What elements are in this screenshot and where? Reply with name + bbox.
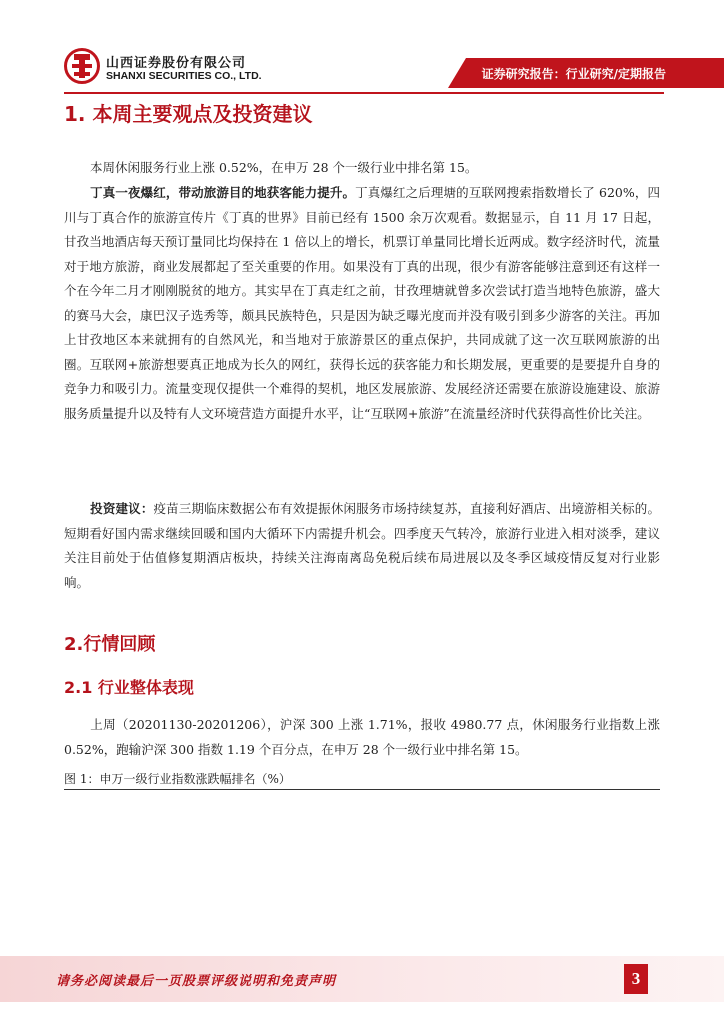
page-number: 3: [624, 964, 648, 994]
company-name-en: SHANXI SECURITIES CO., LTD.: [106, 70, 262, 82]
page-header: [0, 0, 724, 92]
report-type-label: 证券研究报告：行业研究/定期报告: [481, 67, 666, 81]
section-2-title: 2.行情回顾: [64, 634, 156, 655]
paragraph-2-lead: 丁真一夜爆红，带动旅游目的地获客能力提升。: [90, 185, 356, 200]
header-divider: [64, 92, 664, 94]
company-name-cn: 山西证券股份有限公司: [106, 56, 247, 71]
figure-1-caption: 图 1：申万一级行业指数涨跌幅排名（%）: [64, 772, 291, 786]
section-2-1-title: 2.1 行业整体表现: [64, 678, 194, 697]
investment-advice-lead: 投资建议：: [90, 501, 154, 516]
section-1-paragraph-2: 丁真一夜爆红，带动旅游目的地获客能力提升。丁真爆红之后理塘的互联网搜索指数增长了 620%，四川与丁真合作的旅游宣传片《丁真的世界》目前已经有 1500 余万次观看。数据显示，自 11 月 17 日起，甘孜当地酒店每天预订量同比均保持在 1 倍以上的增长，机票订单量同比增长近两成。数字经济时代，流量对于地方旅游，商业发展都起了至关重要的作用。如果没有丁真的出现，很少有游客能够注意到还有这样一个在今年二月才刚刚脱贫的地方。其实早在丁真走红之前，甘孜理塘就曾多次尝试打造当地特色旅游，盛大的赛马大会，康巴汉子选秀等，颇具民族特色，只是因为缺乏曝光度而并没有吸引到多少游客的关注。再加上甘孜地区本来就拥有的自然风光，和当地对于旅游景区的重点保护，共同成就了这一次互联网旅游的出圈。互联网+旅游想要真正地成为长久的网红，获得长远的获客能力和长期发展，更重要的是要提升自身的竞争力和吸引力。流量变现仅提供一个难得的契机，地区发展旅游、发展经济还需要在旅游设施建设、旅游服务质量提升以及特有人文环境营造方面提升水平，让“互联网+旅游”在流量经济时代获得高性价比关注。: [64, 185, 660, 421]
figure-1-rule: [64, 789, 660, 790]
section-1-paragraph-investment-advice: 投资建议：疫苗三期临床数据公布有效提振休闲服务市场持续复苏，直接利好酒店、出境游相关标的。短期看好国内需求继续回暖和国内大循环下内需提升机会。四季度天气转冷，旅游行业进入相对淡季，建议关注目前处于估值修复期酒店板块，持续关注海南离岛免税后续布局进展以及冬季区域疫情反复对行业影响。: [64, 501, 660, 590]
section-1-paragraph-1: 本周休闲服务行业上涨 0.52%，在申万 28 个一级行业中排名第 15。: [90, 160, 478, 175]
section-2-1-paragraph: 上周（20201130-20201206），沪深 300 上涨 1.71%，报收 4980.77 点，休闲服务行业指数上涨 0.52%，跑输沪深 300 指数 1.19 个百分点，在申万 28 个一级行业中排名第 15。: [64, 717, 660, 757]
section-1-title: 1. 本周主要观点及投资建议: [64, 102, 313, 126]
company-logo-icon: [64, 48, 100, 84]
footer-disclaimer: 请务必阅读最后一页股票评级说明和免责声明: [56, 974, 337, 989]
